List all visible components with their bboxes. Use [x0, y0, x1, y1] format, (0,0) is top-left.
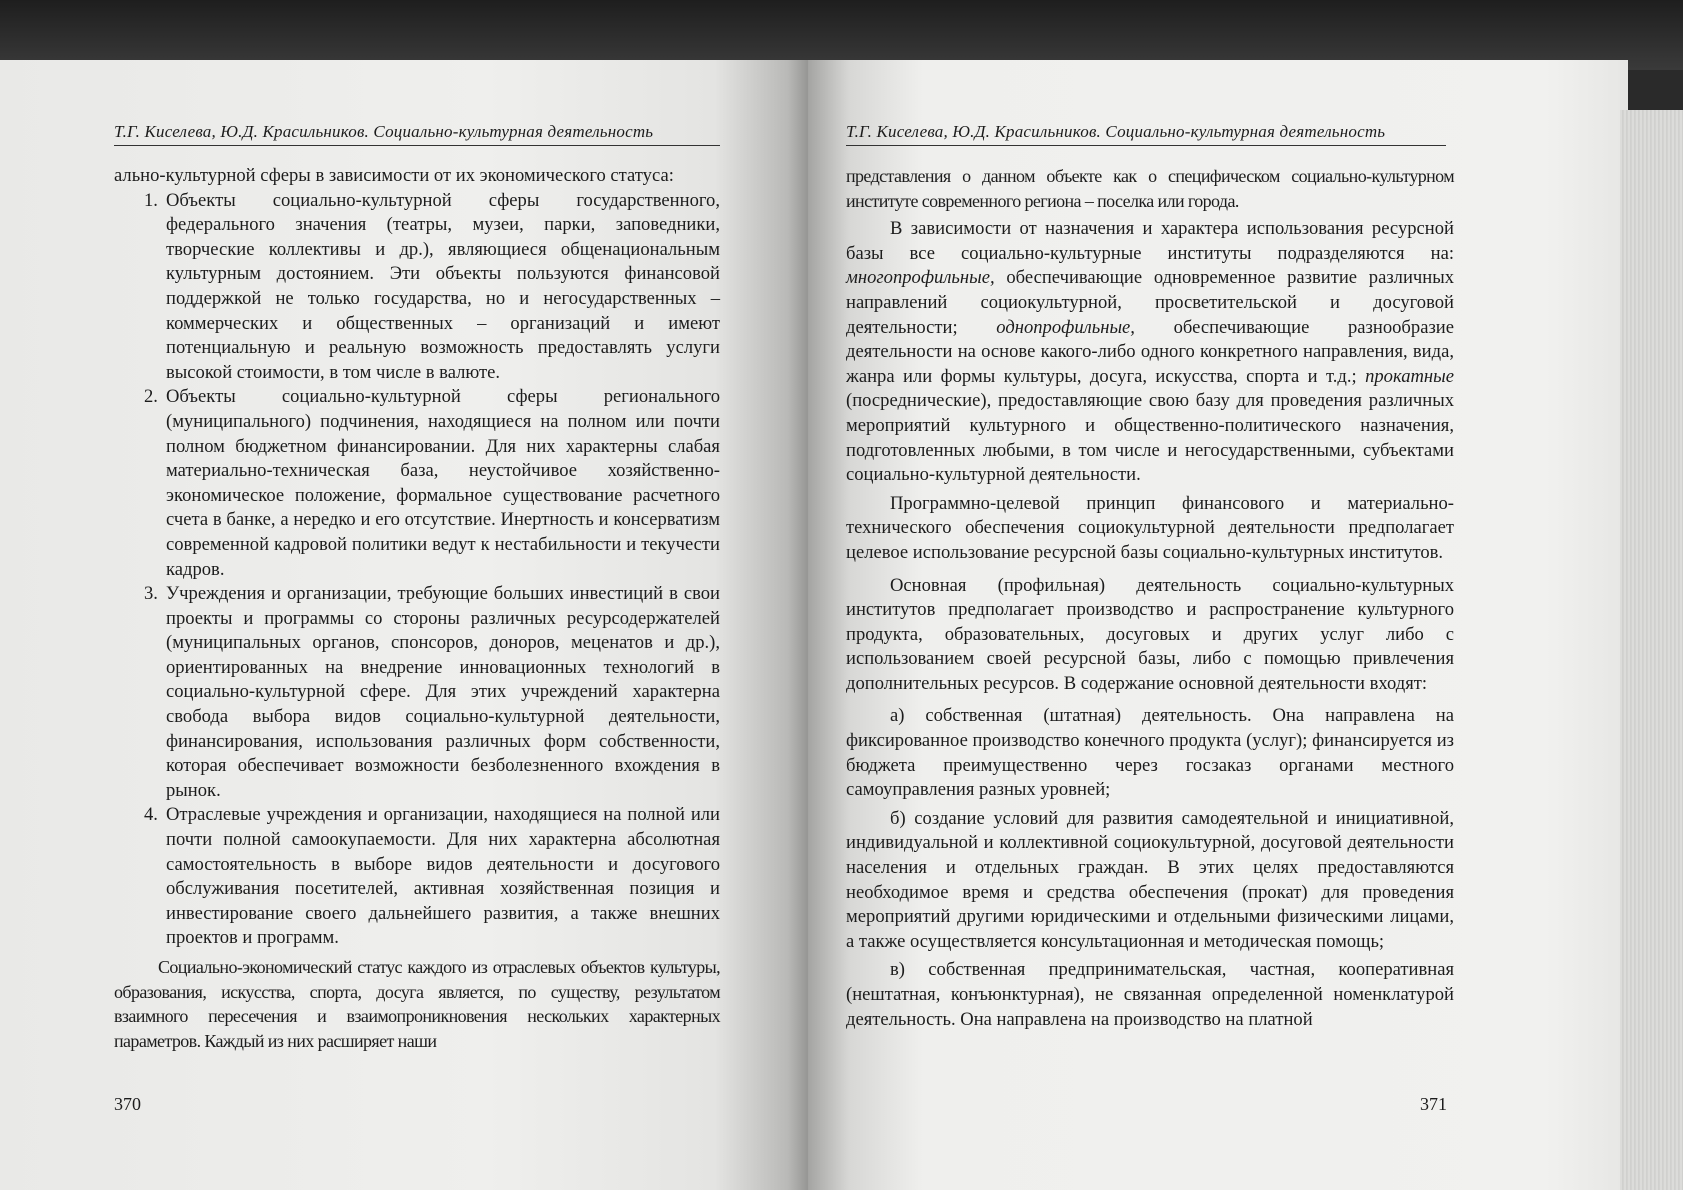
italic-term: прокатные	[1365, 365, 1454, 387]
list-item-number: 1.	[144, 189, 158, 211]
list-item	[114, 803, 720, 951]
page-number: 370	[114, 1094, 141, 1114]
paragraph	[846, 217, 1454, 488]
paragraph: Программно-целевой принцип финансового и материально-технического обеспечения социокультурной деятельности предполагает целевое использование ресурсной базы социально-культурных институтов.	[846, 492, 1454, 563]
italic-term: однопрофильные,	[996, 316, 1135, 338]
list-item	[114, 189, 720, 386]
running-head: Т.Г. Киселева, Ю.Д. Красильников. Социально-культурная деятельность	[114, 122, 720, 146]
left-page	[0, 60, 812, 1190]
paragraph: б) создание условий для развития самодеятельной и инициативной, индивидуальной и коллективной социокультурной, досуговой деятельности населения и отдельных граждан. В этих целях предоставляются необходимое время и средства обеспечения (прокат) для проведения мероприятий другими юридическими и отдельными физическими лицами, а также осуществляется консультационная и методическая помощь;	[846, 807, 1454, 952]
list-item-text: Учреждения и организации, требующие больших инвестиций в свои проекты и программы со стороны различных ресурсодержателей (муниципальных органов, спонсоров, доноров, меценатов и др.), ориентированных на внедрение инновационных технологий в социально-культурной сфере. Для этих учреждений характерна свобода выбора видов социально-культурной деятельности, финансирования, использования различных форм собственности, которая обеспечивает возможности безболезненного вхождения в рынок.	[166, 583, 720, 801]
paragraph-text: обеспечивающие разнообразие деятельности на основе какого-либо одного конкретного направления, вида, жанра или формы культуры, досуга, искусства, спорта и т.д.;	[846, 316, 1454, 387]
page-edges	[1620, 110, 1683, 1190]
italic-term: многопрофильные,	[846, 267, 995, 289]
paragraph-text: обеспечивающие одновременное развитие различных направлений социокультурной, просветительской и досуговой деятельности;	[846, 267, 1454, 338]
running-head: Т.Г. Киселева, Ю.Д. Красильников. Социально-культурная деятельность	[846, 122, 1446, 146]
opening-paragraph: ально-культурной сферы в зависимости от их экономического статуса:	[114, 165, 674, 186]
list-item	[114, 385, 720, 582]
status-list	[114, 189, 720, 951]
list-item-text: Отраслевые учреждения и организации, находящиеся на полной или почти полной самоокупаемости. Для них характерна абсолютная самостоятельность в выборе видов деятельности и досугового обслуживания посетителей, активная хозяйственная позиция и инвестирование своего дальнейшего развития, а также внешних проектов и программ.	[166, 804, 720, 949]
paragraph-text: (посреднические), предоставляющие свою базу для проведения различных мероприятий культурного и общественно-политического назначения, подготовленных любыми, в том числе и негосударственными, субъектами социально-культурной деятельности.	[846, 390, 1454, 486]
paragraph-text: В зависимости от назначения и характера использования ресурсной базы все социально-культурные институты подразделяются на:	[846, 218, 1454, 264]
list-item-number: 2.	[144, 386, 158, 408]
left-page-body	[114, 164, 720, 1053]
list-item-text: Объекты социально-культурной сферы государственного, федерального значения (театры, музеи, парки, заповедники, творческие коллективы и др.), являющиеся общенациональным культурным достоянием. Эти объекты пользуются финансовой поддержкой не только государства, но и негосударственных – коммерческих и общественных – организаций и имеют потенциальную и реальную возможность предоставлять услуги высокой стоимости, в том числе в валюте.	[166, 189, 720, 383]
paragraph: Основная (профильная) деятельность социально-культурных институтов предполагает производство и распространение культурного продукта, образовательных, досуговых и других услуг либо с использованием своей ресурсной базы, либо с помощью привлечения дополнительных ресурсов. В содержание основной деятельности входят:	[846, 574, 1454, 694]
paragraph: в) собственная предпринимательская, частная, кооперативная (нештатная, конъюнктурная), не связанная определенной номенклатурой деятельность. Она направлена на производство на платной	[846, 959, 1454, 1030]
right-page-body	[846, 164, 1454, 1032]
page-number: 371	[1420, 1094, 1447, 1114]
paragraph: представления о данном объекте как о специфическом социально-культурном институте современного региона – поселка или города.	[846, 166, 1454, 211]
list-item-number: 4.	[144, 804, 158, 826]
book-spread	[0, 60, 1683, 1190]
list-item-text: Объекты социально-культурной сферы регионального (муниципального) подчинения, находящиеся на полном или почти полном бюджетном финансировании. Для них характерны слабая материально-техническая база, неустойчивое хозяйственно-экономическое положение, формальное существование расчетного счета в банке, а нередко и его отсутствие. Инертность и консерватизм современной кадровой политики ведут к нестабильности и текучести кадров.	[166, 386, 720, 580]
closing-paragraph: Социально-экономический статус каждого из отраслевых объектов культуры, образования, искусства, спорта, досуга является, по существу, результатом взаимного пересечения и взаимопроникновения нескольких характерных параметров. Каждый из них расширяет наши	[114, 957, 720, 1051]
list-item	[114, 582, 720, 803]
right-page	[808, 60, 1628, 1190]
list-item-number: 3.	[144, 583, 158, 605]
paragraph: а) собственная (штатная) деятельность. Она направлена на фиксированное производство конечного продукта (услуг); финансируется из бюджета преимущественно через госзаказ органами местного самоуправления разных уровней;	[846, 705, 1454, 801]
